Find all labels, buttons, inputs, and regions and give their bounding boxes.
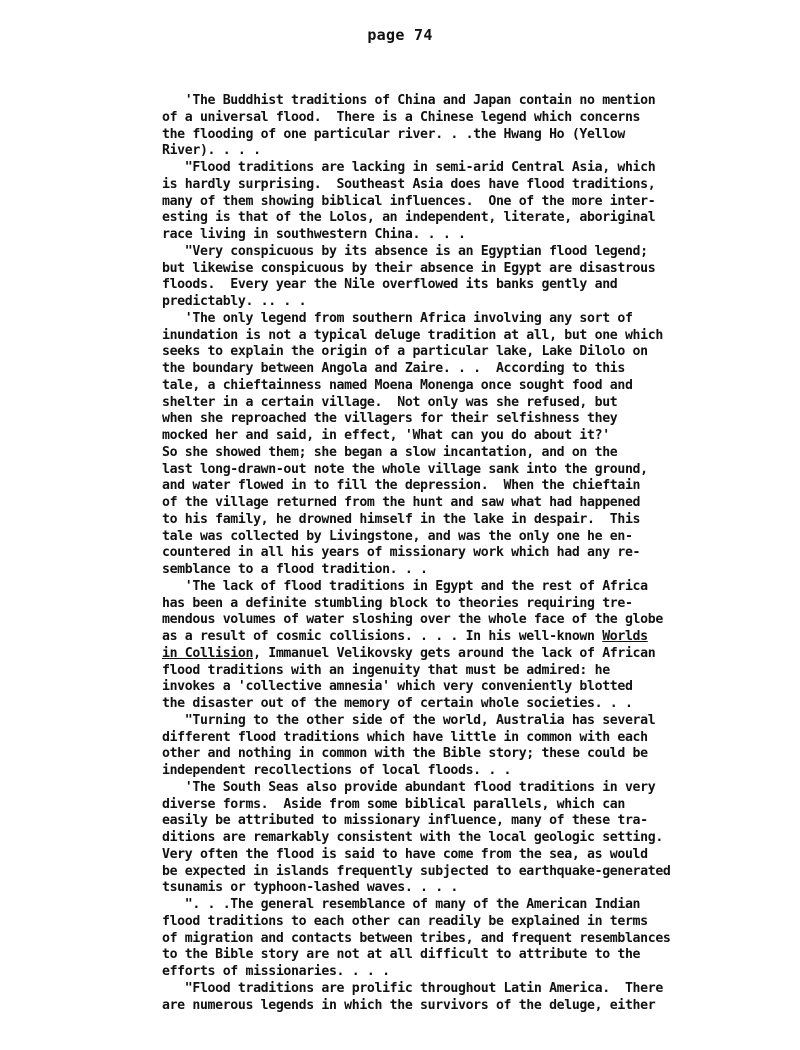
text-line: tsunamis or typhoon-lashed waves. . . . xyxy=(162,880,458,896)
text-line: the flooding of one particular river. . .the Hwang Ho (Yellow xyxy=(162,126,625,142)
text-line: Very often the flood is said to have come from the sea, as would xyxy=(162,846,648,862)
text-line: the disaster out of the memory of certain whole societies. . . xyxy=(162,696,633,711)
text-line: as a result of cosmic collisions. . . . In his well-known Worlds xyxy=(162,629,648,644)
text-line: has been a definite stumbling block to theories requiring tre- xyxy=(162,595,633,611)
text-line: diverse forms. Aside from some biblical parallels, which can xyxy=(162,796,625,812)
text-line: ". . .The general resemblance of many of the American Indian xyxy=(162,897,641,912)
body-text xyxy=(162,93,792,1014)
text-line: easily be attributed to missionary influence, many of these tra- xyxy=(162,813,648,829)
text-line: predictably. .. . . xyxy=(162,294,307,309)
text-line: "Turning to the other side of the world, Australia has several xyxy=(162,712,656,728)
text-line: inundation is not a typical deluge tradition at all, but one which xyxy=(162,327,663,343)
text-line: of the village returned from the hunt and saw what had happened xyxy=(162,495,641,510)
text-line: and water flowed in to fill the depression. When the chieftain xyxy=(162,478,641,494)
text-line: to the Bible story are not at all difficult to attribute to the xyxy=(162,947,641,963)
text-line: 'The lack of flood traditions in Egypt and the rest of Africa xyxy=(162,578,648,594)
text-line: mendous volumes of water sloshing over the whole face of the globe xyxy=(162,612,663,628)
text-line: "Flood traditions are lacking in semi-arid Central Asia, which xyxy=(162,160,656,175)
text-line: flood traditions to each other can readily be explained in terms xyxy=(162,913,648,929)
text-line: race living in southwestern China. . . . xyxy=(162,227,466,242)
text-line: in Collision, Immanuel Velikovsky gets around the lack of African xyxy=(162,645,656,661)
text-line: So she showed them; she began a slow incantation, and on the xyxy=(162,444,618,460)
text-line: semblance to a flood tradition. . . xyxy=(162,562,428,577)
text-line: is hardly surprising. Southeast Asia does have flood traditions, xyxy=(162,176,656,192)
text-line: to his family, he drowned himself in the lake in despair. This xyxy=(162,511,641,527)
text-line: the boundary between Angola and Zaire. . . According to this xyxy=(162,361,625,376)
text-line: 'The only legend from southern Africa involving any sort of xyxy=(162,310,633,326)
page-number: page 74 xyxy=(367,26,433,44)
text-line: of a universal flood. There is a Chinese legend which concerns xyxy=(162,109,641,125)
text-line: tale was collected by Livingstone, and was the only one he en- xyxy=(162,528,633,544)
text-line: mocked her and said, in effect, 'What can you do about it?' xyxy=(162,428,610,443)
text-line: shelter in a certain village. Not only was she refused, but xyxy=(162,394,618,410)
text-line: are numerous legends in which the survivors of the deluge, either xyxy=(162,997,656,1013)
text-line: be expected in islands frequently subjected to earthquake-generated xyxy=(162,863,671,879)
text-line: but likewise conspicuous by their absence in Egypt are disastrous xyxy=(162,260,656,276)
text-line: other and nothing in common with the Bible story; these could be xyxy=(162,746,648,762)
text-line: efforts of missionaries. . . . xyxy=(162,964,390,979)
text-line: last long-drawn-out note the whole village sank into the ground, xyxy=(162,461,648,477)
text-line: tale, a chieftainness named Moena Monenga once sought food and xyxy=(162,377,633,393)
text-line: River). . . . xyxy=(162,143,261,159)
text-line: ditions are remarkably consistent with the local geologic setting. xyxy=(162,830,663,845)
text-line: countered in all his years of missionary work which had any re- xyxy=(162,545,641,561)
text-line: of migration and contacts between tribes, and frequent resemblances xyxy=(162,930,671,946)
text-line: esting is that of the Lolos, an independent, literate, aboriginal xyxy=(162,210,656,226)
text-line: when she reproached the villagers for their selfishness they xyxy=(162,411,618,427)
text-line: seeks to explain the origin of a particular lake, Lake Dilolo on xyxy=(162,344,648,360)
text-line: "Flood traditions are prolific throughout Latin America. There xyxy=(162,980,663,996)
text-line: floods. Every year the Nile overflowed its banks gently and xyxy=(162,277,618,293)
text-line: invokes a 'collective amnesia' which very conveniently blotted xyxy=(162,679,633,695)
text-line: many of them showing biblical influences. One of the more inter- xyxy=(162,193,656,209)
text-line: different flood traditions which have little in common with each xyxy=(162,729,648,745)
text-line: "Very conspicuous by its absence is an Egyptian flood legend; xyxy=(162,243,648,259)
text-line: 'The Buddhist traditions of China and Japan contain no mention xyxy=(162,93,656,108)
text-line: flood traditions with an ingenuity that must be admired: he xyxy=(162,662,610,678)
text-line: 'The South Seas also provide abundant flood traditions in very xyxy=(162,779,656,795)
text-line: independent recollections of local floods. . . xyxy=(162,763,512,778)
